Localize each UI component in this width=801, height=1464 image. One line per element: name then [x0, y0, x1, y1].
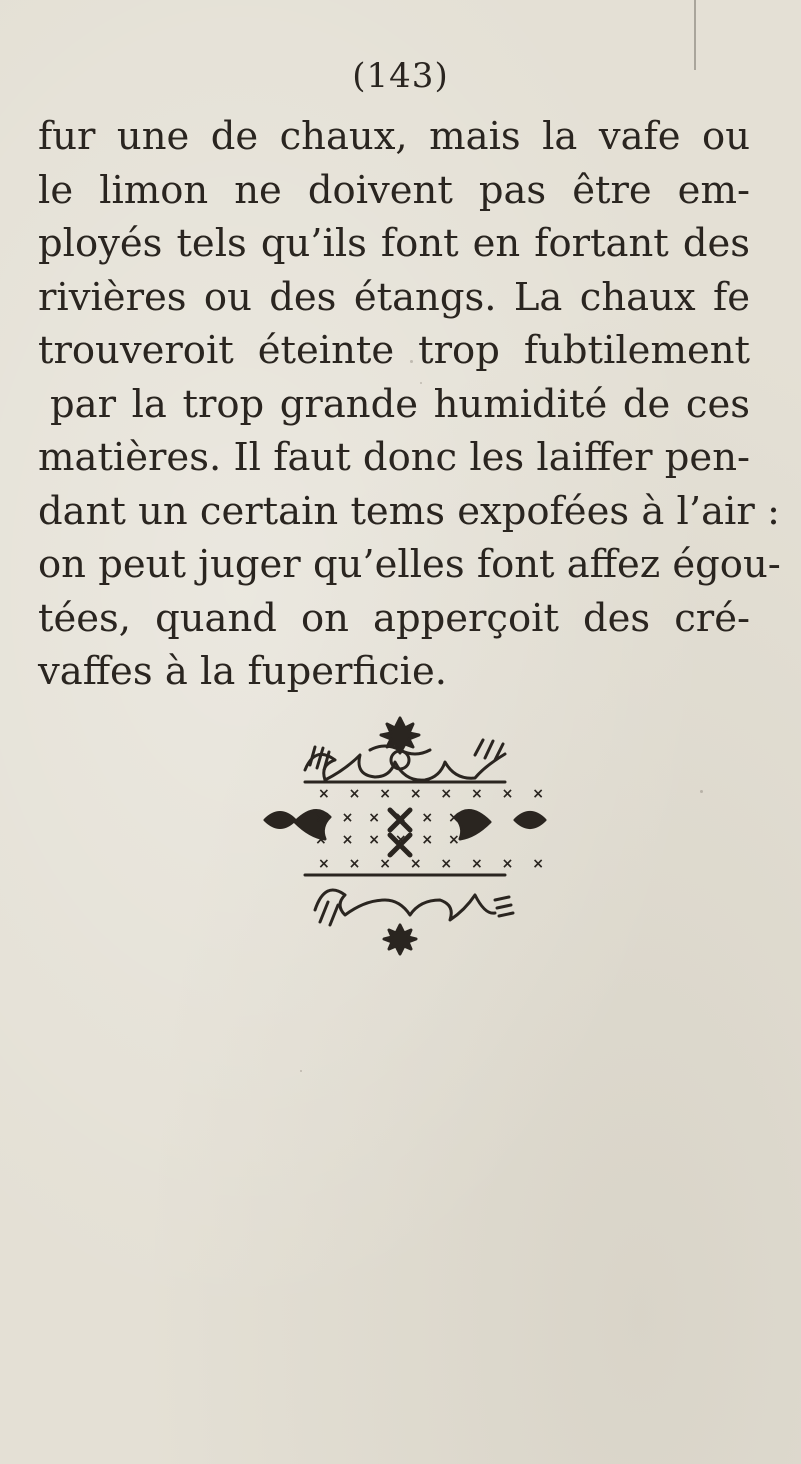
text-line: on peut juger qu’elles font affez égou- [38, 542, 781, 587]
text-line: matières. Il faut donc les laiffer pen- [38, 435, 751, 480]
text-line: dant un certain tems expofées à l’air : [38, 488, 780, 534]
paper-speck [300, 1070, 302, 1072]
paper-speck [410, 360, 413, 363]
text-line: ployés tels qu’ils font en fortant des [38, 221, 750, 266]
paper-speck [700, 790, 703, 793]
svg-text:× × × × × × × ×: × × × × × × × × [318, 786, 551, 802]
paper-speck [420, 382, 422, 384]
text-line: tées, quand on apperçoit des cré- [38, 595, 750, 641]
body-text [38, 110, 781, 699]
svg-text:× × × × × ×: × × × × × × [315, 832, 465, 848]
fleuron-ornament-icon [145, 710, 665, 960]
text-line: rivières ou des étangs. La chaux fe [38, 274, 750, 320]
text-line: le limon ne doivent pas être em- [38, 167, 750, 213]
svg-text:× × × × × × × ×: × × × × × × × × [318, 856, 551, 872]
page-number: (143) [352, 56, 449, 96]
svg-text:× × × × × ×: × × × × × × [315, 810, 465, 826]
text-line: par la trop grande humidité de ces [50, 381, 750, 427]
text-line: fur une de chaux, mais la vafe ou [38, 114, 750, 159]
text-line: vaffes à la fuperficie. [38, 649, 447, 694]
text-line: trouveroit éteinte trop fubtilement [38, 328, 750, 373]
